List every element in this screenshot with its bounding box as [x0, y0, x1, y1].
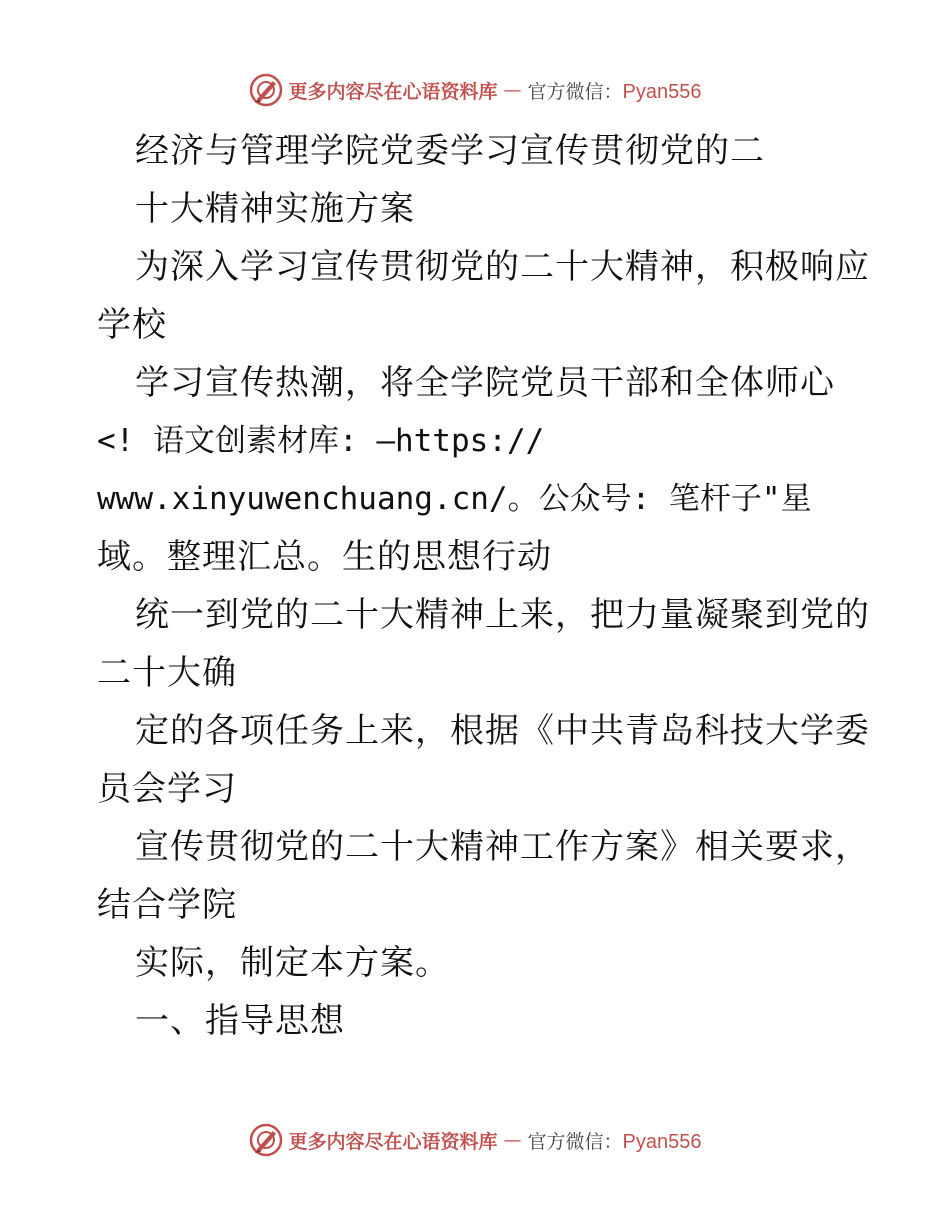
section-heading: 一、指导思想	[135, 1001, 345, 1041]
paragraph-line: 域。整理汇总。生的思想行动	[97, 537, 552, 577]
banner-text: 更多内容尽在心语资料库	[288, 1130, 498, 1153]
paragraph-line: 为深入学习宣传贯彻党的二十大精神，积极响应	[135, 247, 870, 287]
paragraph-line: www.xinyuwenchuang.cn/。公众号: 笔杆子"星	[97, 481, 812, 517]
paragraph-line: 宣传贯彻党的二十大精神工作方案》相关要求，	[135, 827, 870, 867]
header-banner	[0, 70, 950, 110]
wechat-label: 官方微信：	[527, 80, 623, 103]
paragraph-line: 二十大确	[97, 653, 237, 693]
wechat-id: Pyan556	[622, 1130, 702, 1153]
wechat-info	[528, 1127, 702, 1154]
wechat-label: 官方微信：	[527, 1130, 623, 1153]
paragraph-line: 统一到党的二十大精神上来，把力量凝聚到党的	[135, 595, 870, 635]
paragraph-line: 学习宣传热潮，将全学院党员干部和全体师心	[135, 363, 835, 403]
paragraph-line: 定的各项任务上来，根据《中共青岛科技大学委	[135, 711, 870, 751]
document-body	[97, 122, 870, 1050]
paragraph-line: <! 语文创素材库: —https://	[97, 423, 545, 459]
wechat-info	[528, 77, 702, 104]
footer-banner	[0, 1120, 950, 1160]
paragraph-line: 结合学院	[97, 885, 237, 925]
paragraph-line: 学校	[97, 305, 167, 345]
title-line-2: 十大精神实施方案	[135, 189, 415, 229]
brand-logo-icon	[249, 1123, 283, 1157]
title-line-1: 经济与管理学院党委学习宣传贯彻党的二	[135, 131, 765, 171]
banner-dash: —	[503, 79, 522, 101]
brand-logo-icon	[249, 73, 283, 107]
paragraph-line: 员会学习	[97, 769, 237, 809]
banner-text: 更多内容尽在心语资料库	[288, 80, 498, 103]
wechat-id: Pyan556	[622, 80, 702, 103]
banner-dash: —	[503, 1129, 522, 1151]
paragraph-line: 实际，制定本方案。	[135, 943, 450, 983]
